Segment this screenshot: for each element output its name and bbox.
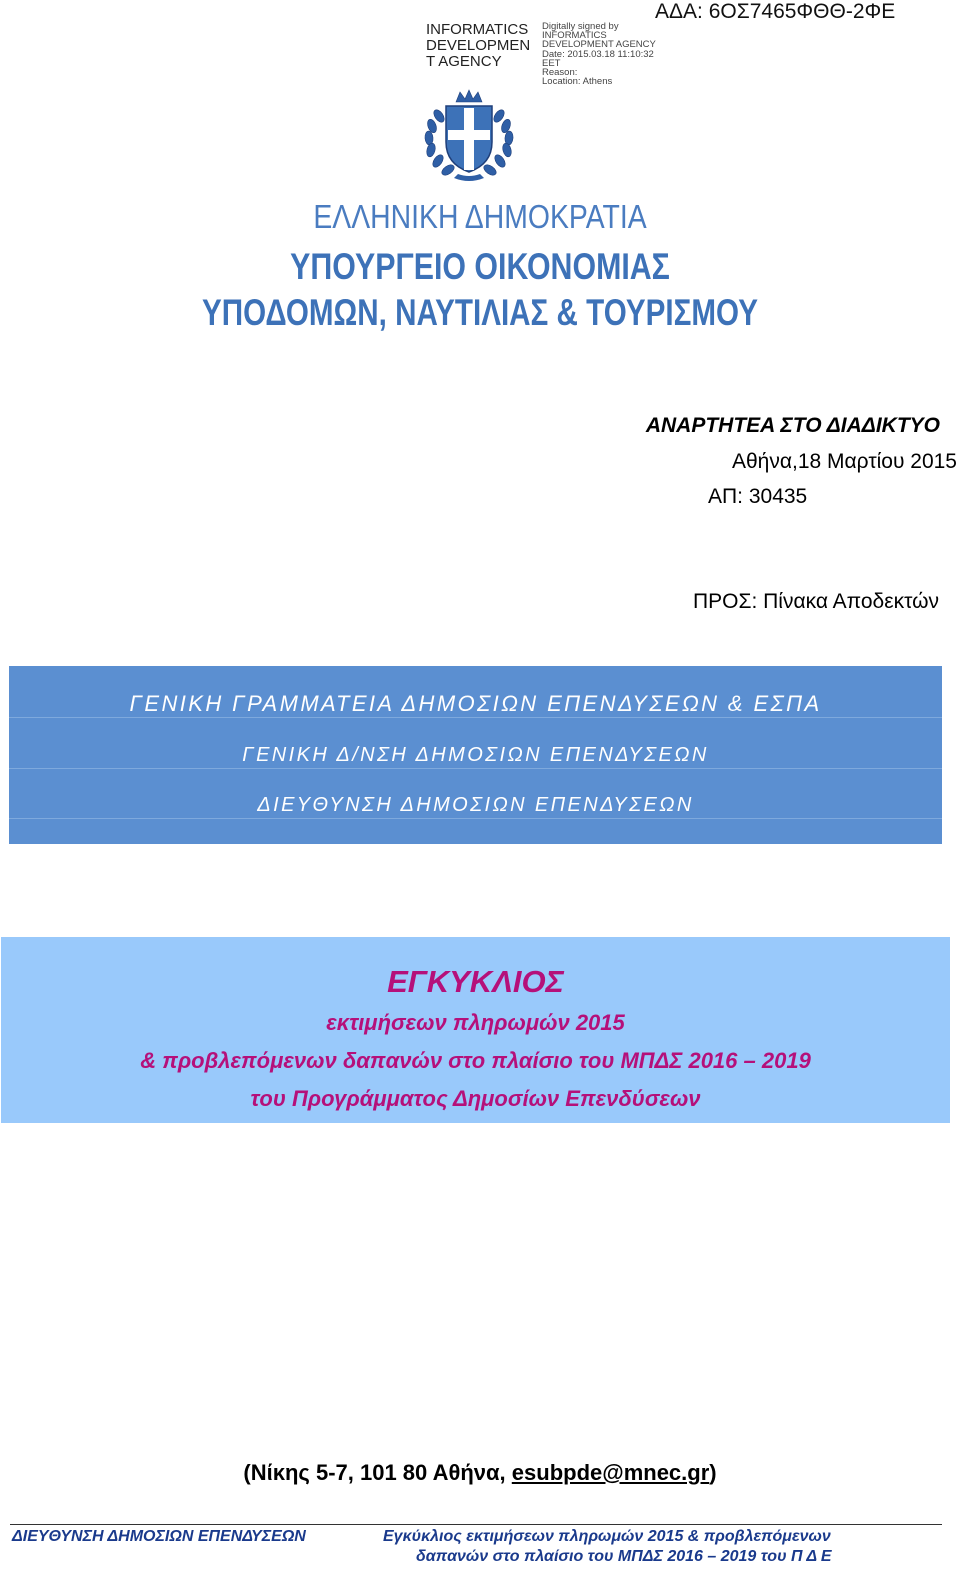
signature-detail-line: Date: 2015.03.18 11:10:32	[542, 48, 654, 60]
circular-subtitle-3: του Προγράμματος Δημοσίων Επενδύσεων	[250, 1086, 701, 1111]
department-line-3: ΔΙΕΥΘΥΝΣΗ ΔΗΜΟΣΙΩΝ ΕΠΕΝΔΥΣΕΩΝ	[257, 794, 694, 816]
circular-subtitle-1: εκτιμήσεων πληρωμών 2015	[326, 1010, 625, 1035]
banner-divider	[9, 818, 942, 819]
footer-divider	[10, 1524, 942, 1525]
department-line-2: ΓΕΝΙΚΗ Δ/ΝΣΗ ΔΗΜΟΣΙΩΝ ΕΠΕΝΔΥΣΕΩΝ	[242, 744, 709, 766]
footer-department: ΔΙΕΥΘΥΝΣΗ ΔΗΜΟΣΙΩΝ ΕΠΕΝΔΥΣΕΩΝ	[12, 1528, 306, 1545]
footer-document-title-2: δαπανών στο πλαίσιο του ΜΠΔΣ 2016 – 2019 του Π Δ Ε	[416, 1548, 832, 1565]
signature-detail-line: Digitally signed by	[542, 21, 619, 32]
reference-number: ΑΠ: 30435	[708, 485, 808, 508]
postal-address	[0, 1460, 960, 1486]
ministry-line-1: ΕΛΛΗΝΙΚΗ ΔΗΜΟΚΡΑΤΙΑ	[313, 198, 647, 235]
signature-detail-line: Reason:	[542, 67, 578, 79]
circular-subtitle-2: & προβλεπόμενων δαπανών στο πλαίσιο του ΜΠΔΣ 2016 – 2019	[140, 1048, 811, 1073]
recipient-line: ΠΡΟΣ: Πίνακα Αποδεκτών	[692, 590, 939, 613]
banner-divider	[9, 768, 942, 769]
banner-divider	[9, 717, 942, 718]
document-date: Αθήνα,18 Μαρτίου 2015	[732, 450, 957, 473]
footer-document-title-1: Εγκύκλιος εκτιμήσεων πληρωμών 2015 & προβλεπόμενων	[383, 1528, 831, 1545]
ada-code: ΑΔΑ: 6ΟΣ7465ΦΘΘ-2ΦΕ	[655, 0, 896, 23]
address-close: )	[709, 1460, 717, 1485]
signature-name-line: INFORMATICS	[426, 21, 529, 38]
posting-note: ΑΝΑΡΤΗΤΕΑ ΣΤΟ ΔΙΑΔΙΚΤΥΟ	[645, 414, 940, 437]
signature-name	[426, 22, 530, 70]
greek-coat-of-arms-icon	[418, 86, 520, 188]
ministry-line-2: ΥΠΟΥΡΓΕΙΟ ΟΙΚΟΝΟΜΙΑΣ	[290, 246, 670, 287]
signature-name-line: DEVELOPMEN	[426, 37, 531, 54]
ministry-line-3: ΥΠΟΔΟΜΩΝ, ΝΑΥΤΙΛΙΑΣ & ΤΟΥΡΙΣΜΟΥ	[202, 292, 758, 333]
department-line-1: ΓΕΝΙΚΗ ΓΡΑΜΜΑΤΕΙΑ ΔΗΜΟΣΙΩΝ ΕΠΕΝΔΥΣΕΩΝ & ΕΣΠΑ	[129, 691, 822, 716]
signature-detail-line: DEVELOPMENT AGENCY	[542, 39, 656, 51]
signature-detail-line: Location: Athens	[542, 76, 613, 88]
address-text: (Νίκης 5-7, 101 80 Αθήνα,	[243, 1460, 512, 1485]
signature-detail-line: EET	[542, 57, 561, 69]
email-link[interactable]: esubpde@mnec.gr	[511, 1460, 710, 1485]
signature-detail-line: INFORMATICS	[542, 30, 607, 42]
signature-name-line: T AGENCY	[426, 53, 502, 70]
circular-title: ΕΓΚΥΚΛΙΟΣ	[387, 964, 564, 999]
signature-details	[542, 22, 656, 86]
